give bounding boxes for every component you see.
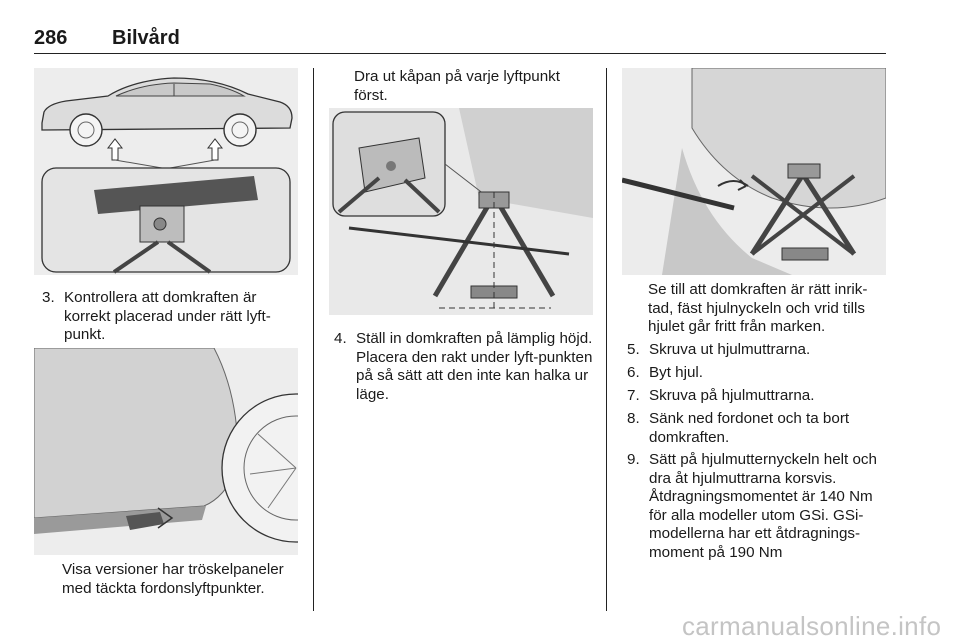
step-number: 4. (334, 330, 347, 347)
step-7 (627, 387, 889, 406)
step-3 (42, 289, 304, 345)
step-text: Kontrollera att domkraften är korrekt placerad under rätt lyft-punkt. (64, 289, 271, 343)
header-rule (34, 53, 886, 54)
step-text: Sänk ned fordonet och ta bort domkraften. (649, 410, 850, 446)
watermark: carmanualsonline.info (682, 611, 942, 641)
col2-intro: Dra ut kåpan på varje lyftpunkt först. (354, 68, 560, 104)
step-9 (627, 451, 889, 562)
step-4 (334, 330, 596, 404)
step-number: 5. (627, 341, 640, 358)
column-divider-2 (606, 68, 607, 611)
figure-car-lift-points (34, 68, 298, 275)
figure-sill-panel (34, 348, 298, 555)
step-text: Ställ in domkraften på lämplig höjd. Placera den rakt under lyft-punkten på så sätt att den inte kan halka ur läge. (356, 330, 593, 403)
page-number: 286 (34, 27, 68, 49)
figure-jack-under-lift-point (329, 108, 593, 315)
column-divider-1 (313, 68, 314, 611)
step-8 (627, 410, 889, 447)
col1-note: Visa versioner har tröskelpaneler med täckta fordonslyftpunkter. (62, 561, 284, 597)
col3-intro: Se till att domkraften är rätt inrik-tad, fäst hjulnyckeln och vrid tills hjulet går fritt från marken. (648, 281, 868, 335)
step-number: 8. (627, 410, 640, 427)
step-number: 7. (627, 387, 640, 404)
chapter-title: Bilvård (112, 27, 180, 49)
step-number: 3. (42, 289, 55, 306)
step-number: 6. (627, 364, 640, 381)
step-text: Byt hjul. (649, 364, 704, 381)
step-6 (627, 364, 889, 383)
figure-jack-with-wrench (622, 68, 886, 275)
step-5 (627, 341, 889, 360)
step-number: 9. (627, 451, 640, 468)
step-text: Sätt på hjulmutternyckeln helt och dra åt hjulmuttrarna korsvis. Åtdragningsmomentet är 140 Nm för alla modeller utom GSi. GSi-modellerna har ett åtdragnings-moment på 190 Nm (649, 451, 877, 561)
step-text: Skruva på hjulmuttrarna. (649, 387, 815, 404)
step-text: Skruva ut hjulmuttrarna. (649, 341, 811, 358)
